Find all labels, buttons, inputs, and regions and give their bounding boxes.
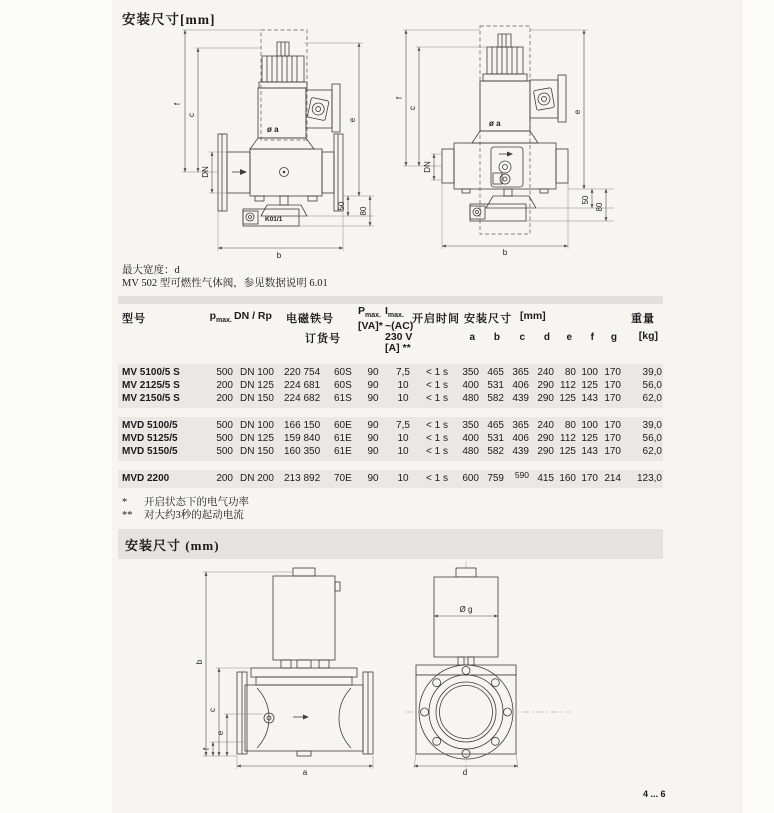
- footnote-text: 对大约3秒的起动电流: [144, 510, 244, 521]
- dim-label-b: b: [502, 248, 508, 257]
- cell-c: 590: [514, 470, 529, 480]
- cell-weight: 39,0: [642, 367, 662, 378]
- cell-b: 531: [487, 433, 504, 444]
- valve-drawing-flanged-side-view: [158, 20, 393, 263]
- cell-d: 240: [537, 420, 554, 431]
- cell-f: 143: [581, 446, 598, 457]
- dim-label-c: c: [208, 708, 217, 712]
- cell-f: 125: [581, 380, 598, 391]
- valve-drawing-front-view: [398, 560, 578, 775]
- cell-magnet: 60S: [334, 367, 352, 378]
- cell-g: 170: [604, 446, 621, 457]
- cell-order: 166 150: [284, 420, 321, 431]
- cell-open: < 1 s: [426, 473, 448, 484]
- cell-dn: DN 150: [240, 393, 274, 404]
- table-group: [118, 364, 663, 408]
- cell-g: 170: [604, 367, 621, 378]
- cell-b: 582: [487, 393, 504, 404]
- header-weight-unit: [kg]: [638, 330, 658, 342]
- cell-e: 112: [560, 380, 576, 391]
- header-model: 型号: [122, 313, 146, 325]
- cell-va: 90: [367, 380, 379, 391]
- cell-e: 80: [564, 367, 576, 378]
- header-magnet-no: 电磁铁号: [286, 313, 334, 325]
- cell-g: 170: [604, 380, 621, 391]
- table-header: [118, 304, 663, 364]
- spec-table: [118, 296, 663, 522]
- header-opening-time: 开启时间: [412, 313, 460, 325]
- header-order-no: 订货号: [305, 333, 341, 345]
- cell-magnet: 60E: [334, 420, 352, 431]
- cell-model: MV 5100/5 S: [122, 367, 180, 378]
- cell-model: MV 2150/5 S: [122, 393, 180, 404]
- notes-block: [122, 264, 328, 290]
- cell-magnet: 61E: [334, 446, 352, 457]
- table-group: [118, 470, 663, 488]
- cell-c: 439: [512, 393, 529, 404]
- cell-open: < 1 s: [426, 367, 448, 378]
- cell-dn: DN 125: [240, 380, 274, 391]
- cell-b: 582: [487, 446, 504, 457]
- pressure-switch-label: K01/1: [265, 216, 283, 223]
- cell-d: 415: [537, 473, 554, 484]
- cell-model: MVD 5125/5: [122, 433, 178, 444]
- cell-model: MV 2125/5 S: [122, 380, 180, 391]
- cell-va: 90: [367, 473, 379, 484]
- dim-label-b: b: [195, 659, 204, 665]
- cell-magnet: 61S: [334, 393, 352, 404]
- table-row: [118, 432, 663, 445]
- dim-label-f: f: [202, 747, 211, 751]
- cell-g: 170: [604, 420, 621, 431]
- dim-label-f: f: [395, 96, 404, 100]
- cell-weight: 56,0: [642, 380, 662, 391]
- section2-title: 安装尺寸 (mm): [125, 537, 220, 553]
- cell-model: MVD 2200: [122, 473, 170, 484]
- cell-pmax: 200: [216, 393, 233, 404]
- table-group: [118, 417, 663, 461]
- cell-a: 400: [462, 433, 479, 444]
- cell-open: < 1 s: [426, 380, 448, 391]
- cell-weight: 123,0: [636, 473, 662, 484]
- cell-pmax: 200: [216, 473, 233, 484]
- cell-model: MVD 5100/5: [122, 420, 178, 431]
- dim-label-b: b: [276, 251, 282, 260]
- table-top-band: [118, 296, 663, 304]
- cell-e: 112: [560, 433, 576, 444]
- cell-c: 439: [512, 446, 529, 457]
- cell-va: 90: [367, 393, 379, 404]
- valve-drawing-rotated-side-view: [392, 20, 622, 263]
- cell-weight: 62,0: [642, 393, 662, 404]
- cell-order: 213 892: [284, 473, 321, 484]
- dim-label-dia-g: Ø g: [459, 605, 473, 614]
- cell-g: 214: [604, 473, 621, 484]
- page-number: 4 ... 6: [643, 789, 666, 799]
- table-row: [118, 445, 663, 458]
- cell-order: 220 754: [284, 367, 321, 378]
- cell-pmax: 500: [216, 433, 233, 444]
- cell-d: 290: [537, 446, 554, 457]
- cell-f: 143: [581, 393, 598, 404]
- cell-magnet: 61E: [334, 433, 352, 444]
- cell-va: 90: [367, 433, 379, 444]
- cell-open: < 1 s: [426, 446, 448, 457]
- cell-d: 240: [537, 367, 554, 378]
- dim-label-e: e: [348, 117, 357, 123]
- cell-weight: 62,0: [642, 446, 662, 457]
- cell-open: < 1 s: [426, 420, 448, 431]
- header-current: $I_{max.}$ ~(AC) 230 V [A] **: [385, 305, 414, 355]
- table-row: [118, 379, 663, 392]
- cell-d: 290: [537, 433, 554, 444]
- dim-label-50: 50: [337, 201, 346, 211]
- cell-a: 600: [462, 473, 479, 484]
- cell-b: 465: [487, 367, 504, 378]
- cell-imax: 10: [397, 473, 409, 484]
- header-dim-b: b: [493, 332, 500, 343]
- dim-label-a: a: [302, 768, 308, 777]
- table-body: [118, 364, 663, 488]
- header-dim-d: d: [543, 332, 550, 343]
- cell-order: 224 681: [284, 380, 321, 391]
- cell-b: 531: [487, 380, 504, 391]
- table-row: [118, 392, 663, 405]
- table-row: [118, 419, 663, 432]
- cell-dn: DN 125: [240, 433, 274, 444]
- cell-a: 350: [462, 367, 479, 378]
- valve-body-group: [218, 30, 343, 226]
- cell-imax: 10: [397, 433, 409, 444]
- cell-b: 465: [487, 420, 504, 431]
- valve-body-group: [237, 568, 373, 756]
- footnote-2: [118, 509, 663, 522]
- header-dim-f: f: [590, 332, 594, 343]
- cell-order: 159 840: [284, 433, 321, 444]
- dim-label-80: 80: [595, 202, 604, 212]
- cell-g: 170: [604, 433, 621, 444]
- table-row: [118, 366, 663, 379]
- note-max-width: 最大宽度：d: [122, 265, 180, 276]
- dimension-lines: [203, 572, 373, 769]
- cell-f: 125: [581, 433, 598, 444]
- cell-va: 90: [367, 420, 379, 431]
- header-dim-c: c: [519, 332, 525, 343]
- cell-open: < 1 s: [426, 433, 448, 444]
- cell-c: 406: [512, 380, 529, 391]
- header-pmax: $p_{max.}$: [209, 310, 232, 325]
- cell-imax: 7,5: [396, 420, 410, 431]
- dim-label-c: c: [408, 106, 417, 110]
- header-dim-e: e: [566, 332, 572, 343]
- cell-va: 90: [367, 446, 379, 457]
- cell-a: 480: [462, 393, 479, 404]
- section1-title: 安装尺寸[mm]: [122, 12, 216, 27]
- cell-dn: DN 150: [240, 446, 274, 457]
- footnotes: [118, 496, 663, 522]
- cell-va: 90: [367, 367, 379, 378]
- cell-pmax: 500: [216, 420, 233, 431]
- cell-pmax: 200: [216, 380, 233, 391]
- cell-e: 80: [564, 420, 576, 431]
- cell-f: 100: [581, 367, 598, 378]
- cell-b: 759: [487, 473, 504, 484]
- footnote-mark: **: [122, 510, 133, 521]
- cell-magnet: 60S: [334, 380, 352, 391]
- cell-imax: 10: [397, 393, 409, 404]
- dim-label-c: c: [187, 113, 196, 117]
- cell-c: 365: [512, 420, 529, 431]
- header-dnrp: DN / Rp: [234, 310, 272, 322]
- cell-a: 400: [462, 380, 479, 391]
- cell-imax: 10: [397, 380, 409, 391]
- dim-label-d: d: [462, 768, 468, 777]
- cell-open: < 1 s: [426, 393, 448, 404]
- footnote-text: 开启状态下的电气功率: [144, 497, 249, 508]
- cell-magnet: 70E: [334, 473, 352, 484]
- header-dim-a: a: [469, 332, 475, 343]
- cell-d: 290: [537, 380, 554, 391]
- header-weight: 重量: [631, 313, 655, 325]
- cell-e: 160: [559, 473, 576, 484]
- cell-a: 350: [462, 420, 479, 431]
- cell-imax: 7,5: [396, 367, 410, 378]
- dim-label-f: f: [173, 102, 182, 106]
- dim-label-dia-a: ø a: [489, 119, 501, 128]
- cell-model: MVD 5150/5: [122, 446, 178, 457]
- header-power: $P_{max.}$ [VA]*: [358, 305, 383, 333]
- cell-e: 125: [559, 393, 576, 404]
- cell-pmax: 500: [216, 367, 233, 378]
- cell-order: 224 682: [284, 393, 321, 404]
- valve-body-group: [442, 26, 568, 234]
- dim-label-80: 80: [359, 206, 368, 216]
- dim-label-dn: DN: [423, 161, 432, 173]
- dim-label-50: 50: [581, 195, 590, 205]
- header-dims-unit: [mm]: [520, 310, 546, 322]
- cell-weight: 39,0: [642, 420, 662, 431]
- cell-imax: 10: [397, 446, 409, 457]
- valve-drawing-mvd-side-view: [193, 560, 408, 775]
- cell-dn: DN 100: [240, 420, 274, 431]
- dim-label-e: e: [216, 730, 225, 736]
- cell-g: 170: [604, 393, 621, 404]
- note-mv502: MV 502 型可燃性气体阀，参见数据说明 6.01: [122, 278, 328, 289]
- footnote-1: [118, 496, 663, 509]
- cell-dn: DN 100: [240, 367, 274, 378]
- cell-a: 480: [462, 446, 479, 457]
- cell-e: 125: [559, 446, 576, 457]
- cell-order: 160 350: [284, 446, 321, 457]
- valve-body-group: [406, 562, 570, 770]
- cell-dn: DN 200: [240, 473, 274, 484]
- cell-f: 170: [581, 473, 598, 484]
- cell-f: 100: [581, 420, 598, 431]
- cell-c: 406: [512, 433, 529, 444]
- cell-pmax: 500: [216, 446, 233, 457]
- table-row: [118, 472, 663, 485]
- header-dims: 安装尺寸: [464, 313, 512, 325]
- dim-label-e: e: [573, 109, 582, 115]
- cell-weight: 56,0: [642, 433, 662, 444]
- dim-label-dia-a: ø a: [267, 125, 279, 134]
- dim-label-dn: DN: [201, 166, 210, 178]
- header-dim-g: g: [610, 332, 617, 343]
- footnote-mark: *: [122, 497, 128, 508]
- section2-band: [118, 529, 663, 559]
- cell-d: 290: [537, 393, 554, 404]
- dimension-lines: [403, 30, 614, 249]
- cell-c: 365: [512, 367, 529, 378]
